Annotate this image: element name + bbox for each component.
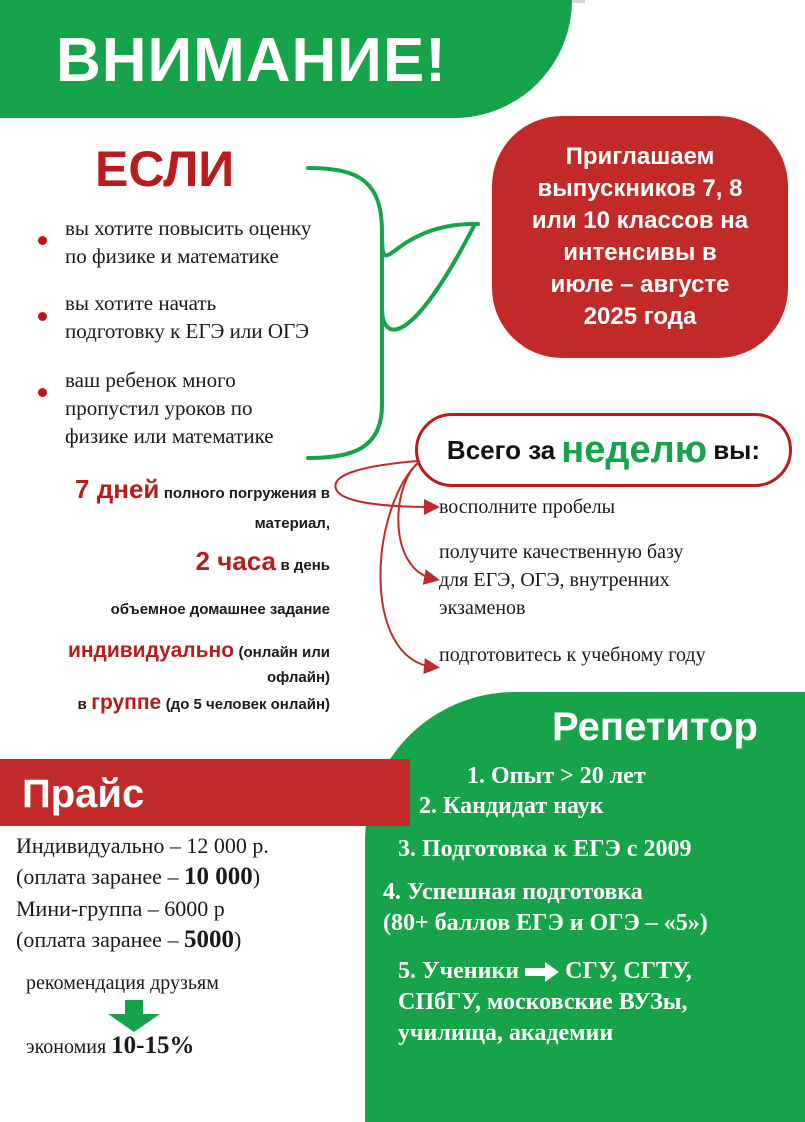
tutor-item-5: 5. Ученики СГУ, СГТУ, СПбГУ, московские ВУЗы, училища, академии [398,958,692,1046]
price-individual-prepay: (оплата заранее – 10 000) [16,863,261,890]
bullet-dot-3 [38,388,47,397]
price-saving: экономия 10-15% [26,1032,195,1059]
price-individual: Индивидуально – 12 000 р. [16,833,269,858]
tutor-item-4: 4. Успешная подготовка (80+ баллов ЕГЭ и ОГЭ – «5») [383,879,708,936]
red-arrows [330,455,442,680]
format-days: 7 дней полного погружения в материал, [75,474,330,532]
down-arrow-icon [108,1000,160,1032]
price-mini-group: Мини-группа – 6000 р [16,896,225,921]
tutor-item-1: 1. Опыт > 20 лет [467,763,646,789]
price-mini-prepay: (оплата заранее – 5000) [16,926,242,953]
page-title: ВНИМАНИЕ! [56,26,447,95]
right-arrow-icon [525,962,559,982]
week-suffix: вы: [713,434,761,465]
benefit-item-3: подготовитесь к учебному году [439,644,706,666]
format-group: в группе (до 5 человек онлайн) [77,691,330,714]
condition-item-2: вы хотите начать подготовку к ЕГЭ или ОГЭ [65,291,310,343]
week-highlight: неделю [561,428,708,471]
tutor-item-3: 3. Подготовка к ЕГЭ с 2009 [398,836,692,862]
format-homework: объемное домашнее задание [110,601,330,618]
week-prefix: Всего за [446,434,556,465]
condition-item-1: вы хотите повысить оценку по физике и математике [65,216,312,268]
bullet-dot-1 [38,236,47,245]
bullet-dot-2 [38,312,47,321]
tutor-item-2: 2. Кандидат наук [419,793,604,819]
week-pill [415,413,792,487]
price-title: Прайс [22,772,145,816]
benefit-item-1: восполните пробелы [439,496,616,518]
invite-box [492,116,788,358]
conditions-heading: ЕСЛИ [95,141,235,197]
invite-text: Приглашаем выпускников 7, 8 или 10 классов на интенсивы в июле – августе 2025 года [531,143,749,330]
tutor-title: Репетитор [552,705,758,749]
format-individual: индивидуально (онлайн или офлайн) [67,639,330,686]
price-referral: рекомендация друзьям [26,972,219,994]
format-hours: 2 часа в день [195,546,330,576]
benefit-item-2: получите качественную базу для ЕГЭ, ОГЭ, внутренних экзаменов [439,541,684,619]
condition-item-3: ваш ребенок много пропустил уроков по физике или математике [65,368,274,448]
